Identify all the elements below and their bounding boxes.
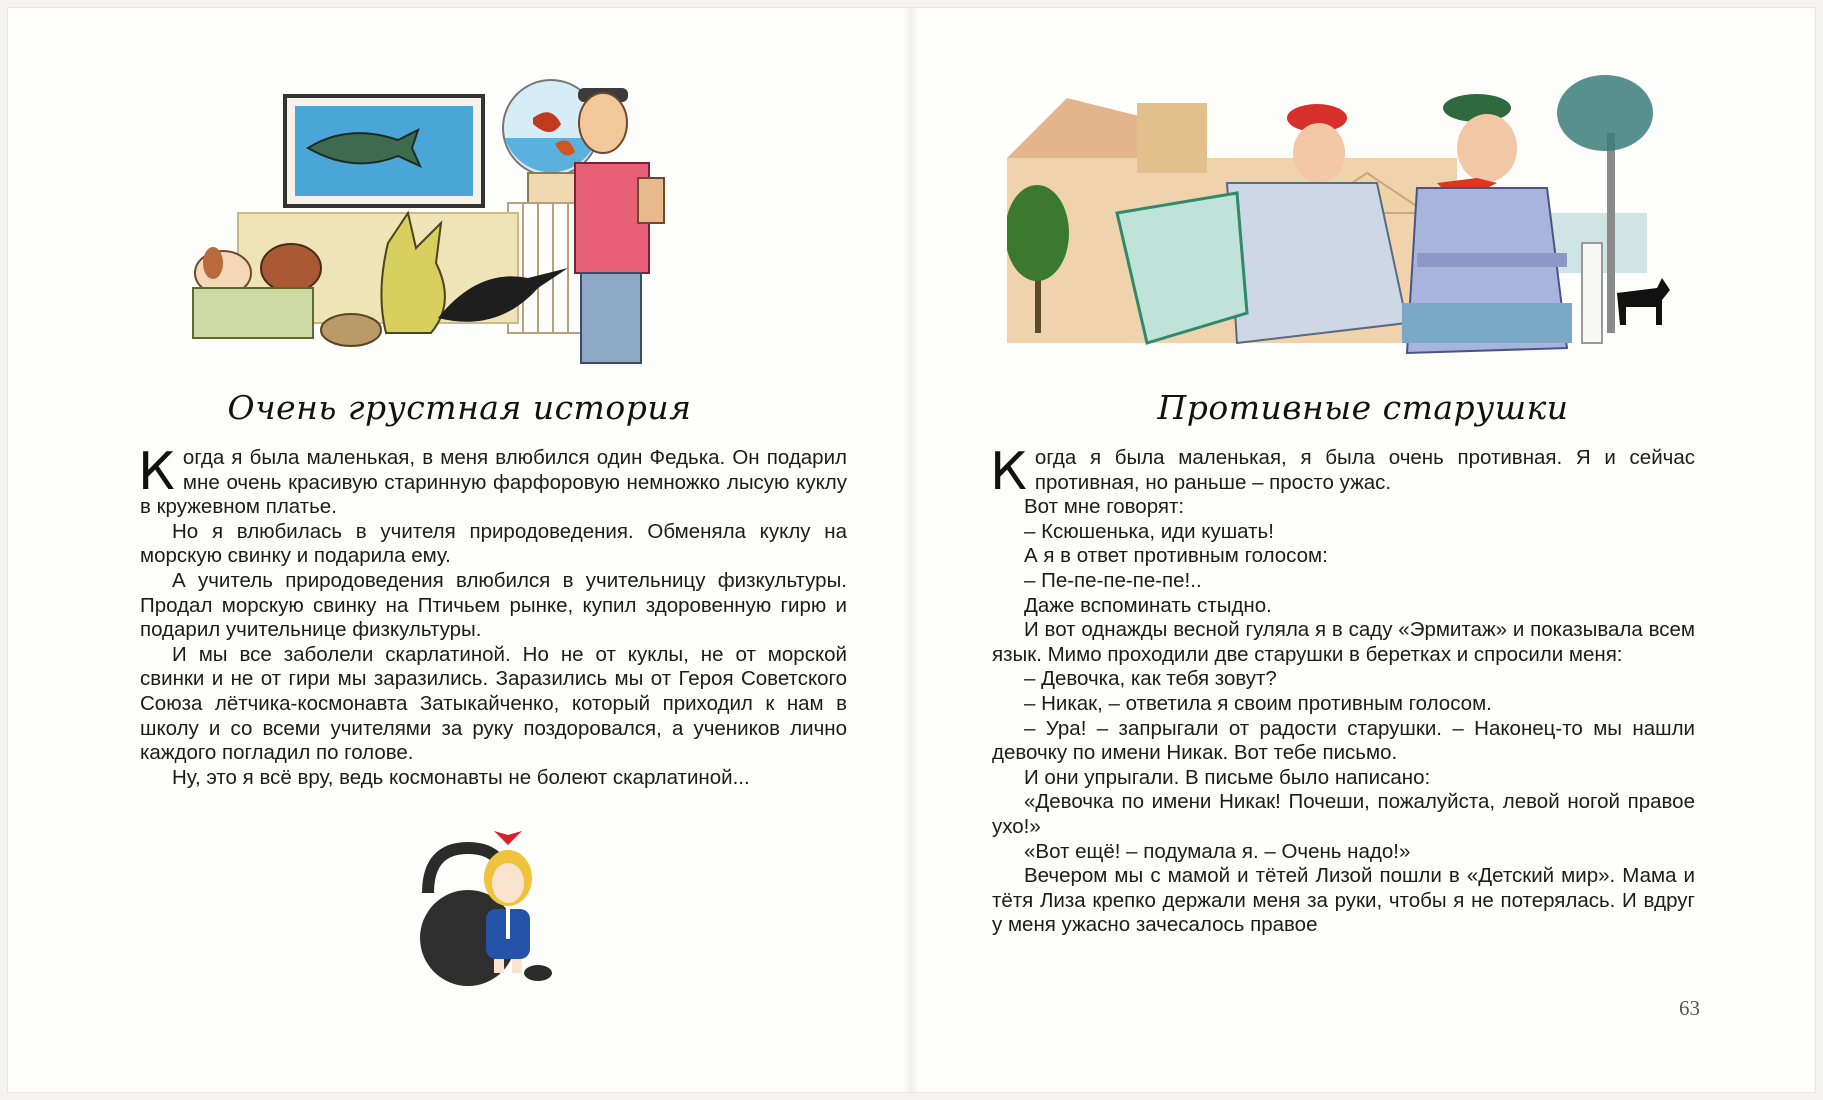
story-title: Противные старушки — [1157, 388, 1569, 427]
right-page — [911, 8, 1815, 1092]
paragraph: – Ура! – запрыгали от радости старушки. – Наконец-то мы нашли девочку по имени Никак. Вот тебе письмо. — [992, 716, 1695, 765]
paragraph: – Девочка, как тебя зовут? — [1024, 667, 1277, 691]
paragraph: – Ксюшенька, иди кушать! — [1024, 519, 1274, 543]
book-spread — [8, 8, 1815, 1092]
page-number: 63 — [1679, 996, 1700, 1020]
paragraph: Вот мне говорят: — [1024, 495, 1185, 519]
drop-cap: К — [138, 442, 175, 502]
doll-with-kettlebell-illustration — [398, 823, 578, 993]
story-text — [138, 442, 847, 790]
drop-cap: К — [990, 442, 1027, 502]
story-text — [990, 442, 1695, 938]
paragraph: И мы все заболели скарлатиной. Но не от куклы, не от морской свинки и не от гири мы заразились. Заразились мы от Героя Советского Союза лётчика-космонавта Затыкайченко, который приходил к нам в школу и со всеми учителями за руку поздоровался, а учеников лично каждого погладил по голове. — [140, 642, 847, 765]
paragraph: – Пе-пе-пе-пе-пе!.. — [1024, 568, 1202, 592]
story-title: Очень грустная история — [227, 388, 692, 427]
old-ladies-running-illustration — [1007, 63, 1707, 373]
paragraph: «Девочка по имени Никак! Почеши, пожалуйста, левой ногой правое ухо!» — [992, 790, 1695, 838]
paragraph: Когда я была маленькая, я была очень противная. Я и сейчас противная, но раньше – просто ужас. — [990, 442, 1695, 502]
paragraph: Даже вспоминать стыдно. — [1024, 593, 1272, 617]
paragraph: Но я влюбилась в учителя природоведения. Обменяла куклу на морскую свинку и подарила ему. — [140, 519, 847, 568]
paragraph: И вот однажды весной гуляла я в саду «Эрмитаж» и показывала всем язык. Мимо проходили две старушки в беретках и спросили меня: — [992, 618, 1695, 666]
paragraph: Ну, это я всё вру, ведь космонавты не болеют скарлатиной... — [172, 765, 750, 789]
paragraph: А я в ответ противным голосом: — [1024, 544, 1328, 568]
paragraph: А учитель природоведения влюбился в учительницу физкультуры. Продал морскую свинку на Птичьем рынке, купил здоровенную гирю и подарил учительнице физкультуры. — [140, 568, 847, 642]
paragraph: Когда я была маленькая, в меня влюбился один Федька. Он подарил мне очень красивую старинную фарфоровую немножко лысую куклу в кружевном платье. — [138, 442, 847, 519]
pet-shop-illustration — [183, 68, 803, 368]
paragraph: И они упрыгали. В письме было написано: — [1024, 765, 1431, 789]
paragraph: – Никак, – ответила я своим противным голосом. — [1024, 691, 1492, 715]
paragraph: «Вот ещё! – подумала я. – Очень надо!» — [1024, 839, 1411, 863]
paragraph: Вечером мы с мамой и тётей Лизой пошли в «Детский мир». Мама и тётя Лиза крепко держали меня за руки, чтобы я не потерялась. И вдруг у меня ужасно зачесалось правое — [992, 864, 1695, 937]
left-page — [8, 8, 911, 1092]
